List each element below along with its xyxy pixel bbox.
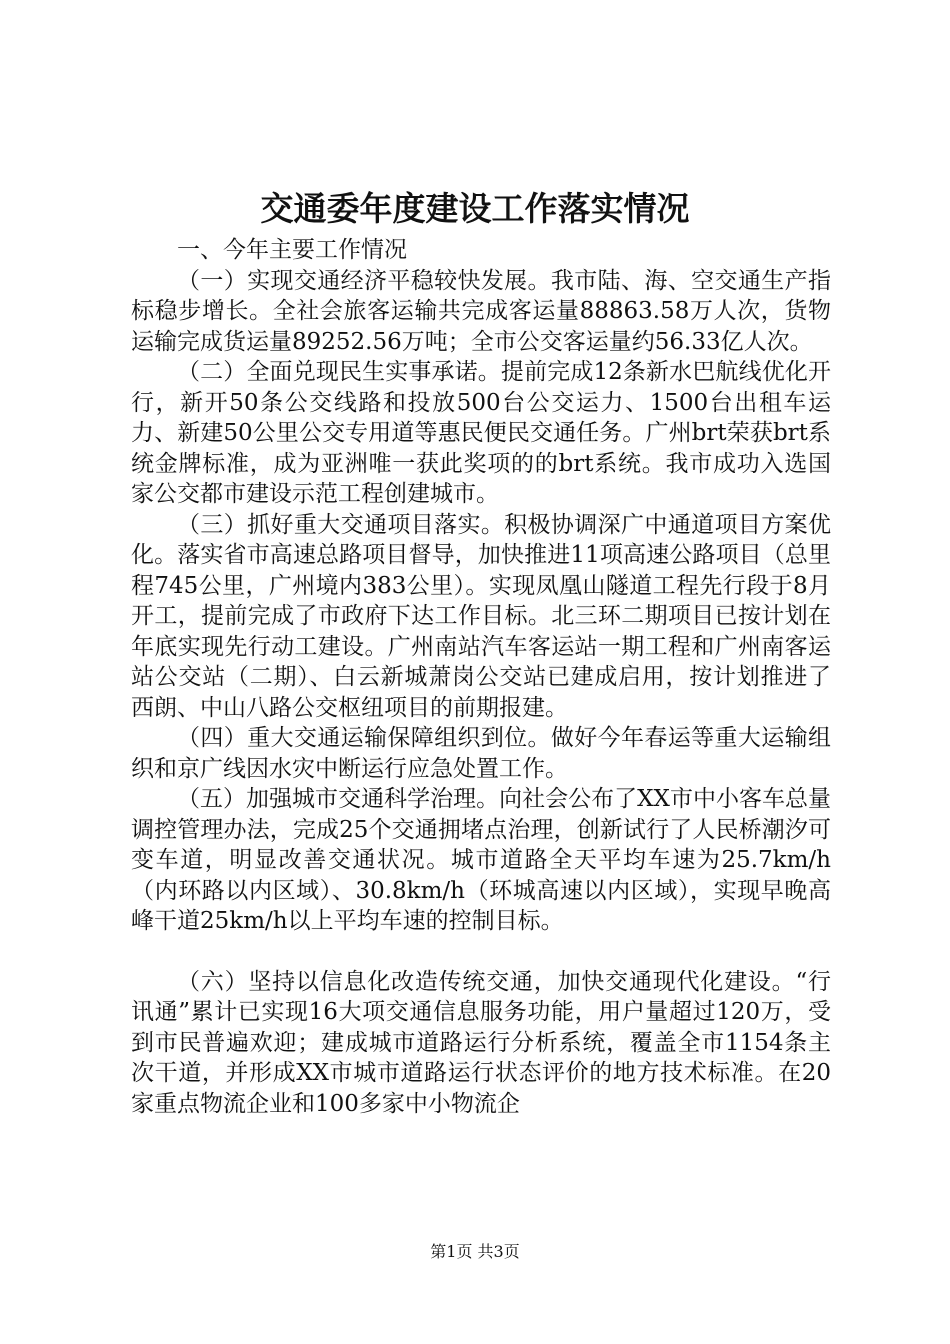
paragraph-1: （一）实现交通经济平稳较快发展。我市陆、海、空交通生产指标稳步增长。全社会旅客运输共完成客运量88863.58万人次，货物运输完成货运量89252.56万吨；全市公交客运量约56.33亿人次。 (131, 267, 831, 355)
section-heading: 一、今年主要工作情况 (177, 237, 407, 263)
paragraph-6: （六）坚持以信息化改造传统交通，加快交通现代化建设。“行讯通”累计已实现16大项交通信息服务功能，用户量超过120万，受到市民普遍欢迎；建成城市道路运行分析系统，覆盖全市1154条主次干道，并形成XX市城市道路运行状态评价的地方技术标准。在20家重点物流企业和100多家中小物流企 (131, 968, 831, 1117)
paragraph-4: （四）重大交通运输保障组织到位。做好今年春运等重大运输组织和京广线因水灾中断运行应急处置工作。 (131, 725, 831, 782)
document-body (131, 235, 831, 1119)
page-footer: 第1页 共3页 (430, 1242, 520, 1261)
document-title: 交通委年度建设工作落实情况 (260, 189, 690, 228)
paragraph-5: （五）加强城市交通科学治理。向社会公布了XX市中小客车总量调控管理办法，完成25个交通拥堵点治理，创新试行了人民桥潮汐可变车道，明显改善交通状况。城市道路全天平均车速为25.7km/h（内环路以内区域）、30.8km/h（环城高速以内区域），实现早晚高峰干道25km/h以上平均车速的控制目标。 (131, 786, 831, 934)
paragraph-3: （三）抓好重大交通项目落实。积极协调深广中通道项目方案优化。落实省市高速总路项目督导，加快推进11项高速公路项目（总里程745公里，广州境内383公里）。实现凤凰山隧道工程先行段于8月开工，提前完成了市政府下达工作目标。北三环二期项目已按计划在年底实现先行动工建设。广州南站汽车客运站一期工程和广州南客运站公交站（二期）、白云新城萧岗公交站已建成启用，按计划推进了西朗、中山八路公交枢纽项目的前期报建。 (131, 511, 831, 721)
paragraph-2: （二）全面兑现民生实事承诺。提前完成12条新水巴航线优化开行，新开50条公交线路和投放500台公交运力、1500台出租车运力、新建50公里公交专用道等惠民便民交通任务。广州brt荣获brt系统金牌标准，成为亚洲唯一获此奖项的的brt系统。我市成功入选国家公交都市建设示范工程创建城市。 (131, 359, 831, 507)
